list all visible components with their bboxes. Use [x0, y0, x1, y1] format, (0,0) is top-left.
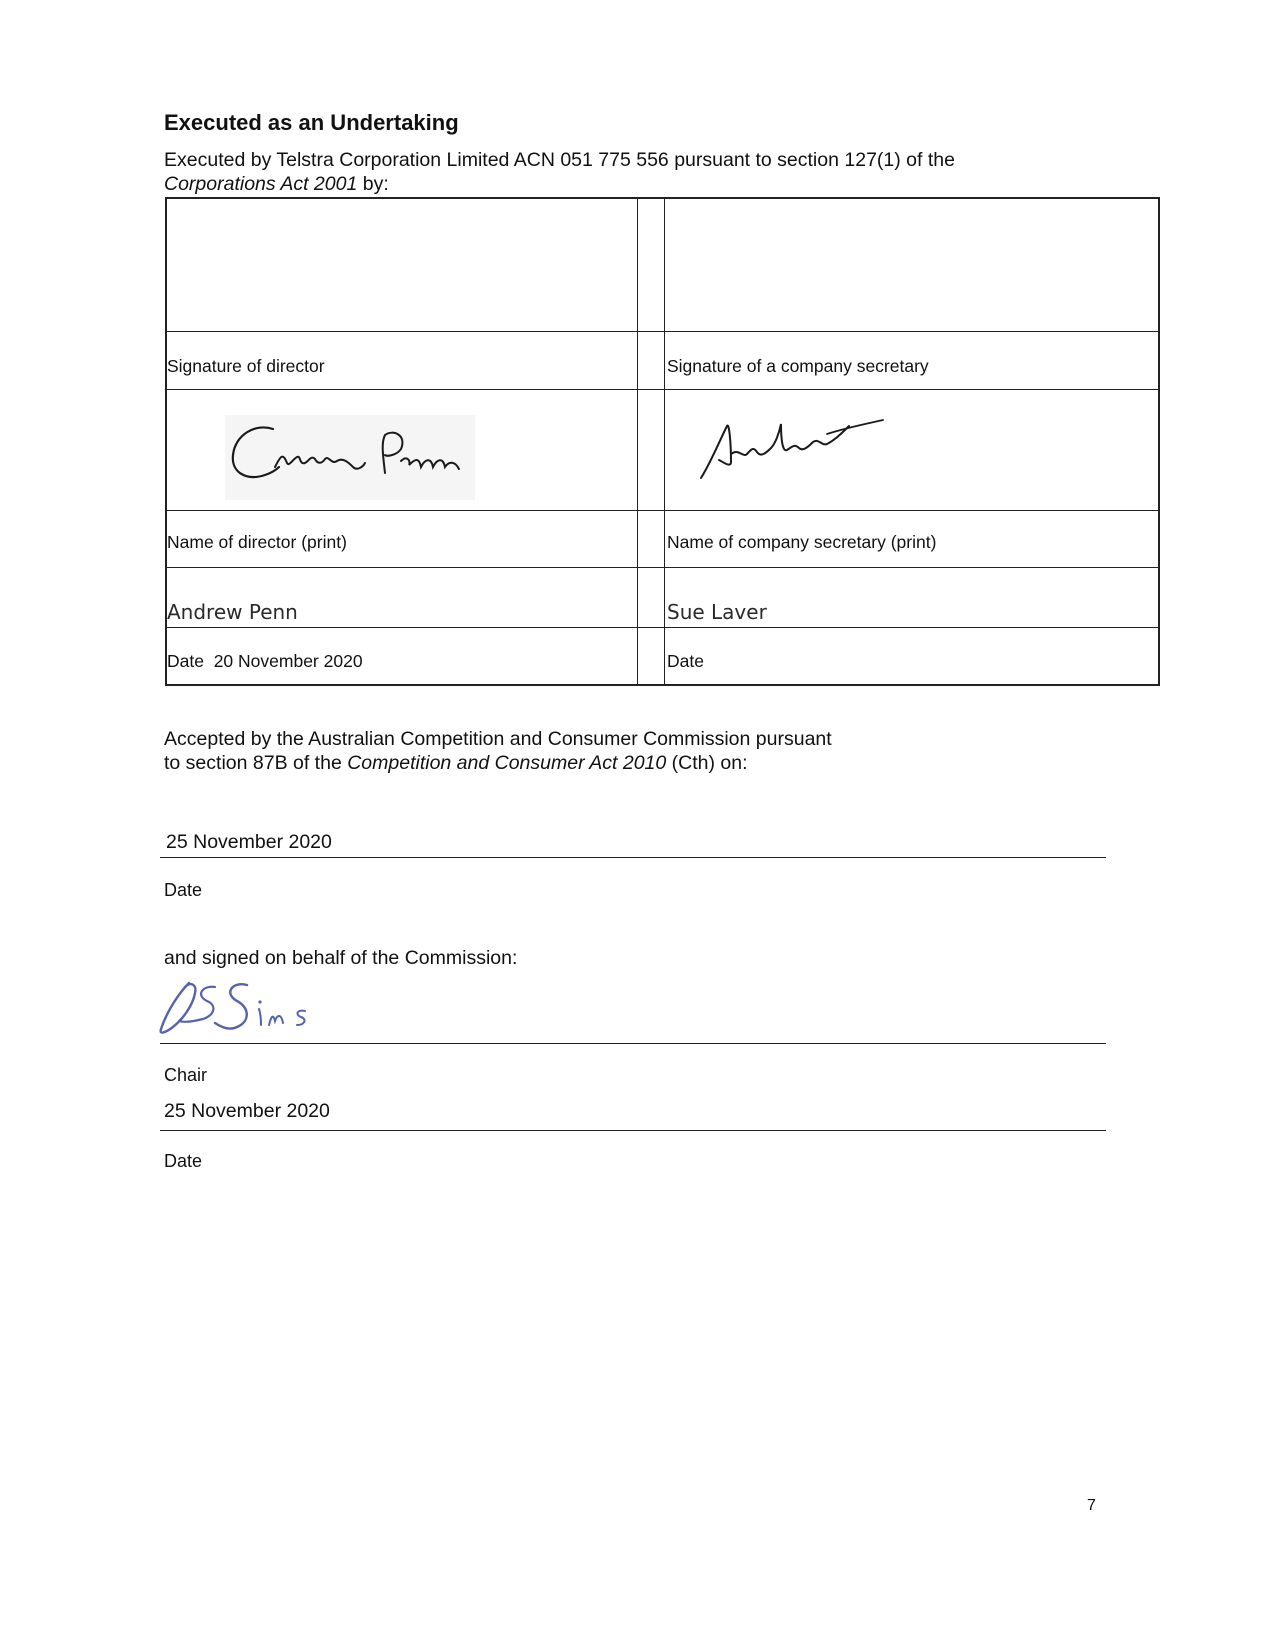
- table-row-line: [165, 389, 1159, 390]
- director-signature-label: Signature of director: [167, 356, 325, 376]
- acceptance-line-2-suffix: (Cth) on:: [666, 752, 748, 774]
- commission-signature-rule: [160, 1043, 1106, 1044]
- table-column-line: [664, 197, 665, 686]
- table-border-bottom: [165, 684, 1159, 686]
- acceptance-date-rule: [160, 857, 1106, 858]
- table-column-line: [637, 197, 638, 686]
- table-row-line: [165, 627, 1159, 628]
- commission-signer-label: Chair: [164, 1065, 208, 1085]
- commission-date-label: Date: [164, 1151, 203, 1171]
- commission-statement: and signed on behalf of the Commission:: [164, 947, 518, 969]
- acceptance-line-1: Accepted by the Australian Competition and Consumer Commission pursuant: [164, 728, 832, 750]
- intro-line-1: Executed by Telstra Corporation Limited ACN 051 775 556 pursuant to section 127(1) of the: [164, 149, 955, 171]
- acceptance-line-2-prefix: to section 87B of the: [164, 752, 348, 774]
- acceptance-paragraph: [164, 727, 832, 775]
- secretary-signature-label: Signature of a company secretary: [667, 356, 929, 376]
- commission-date-rule: [160, 1130, 1106, 1131]
- secretary-date-label: Date: [667, 651, 704, 671]
- director-name-label: Name of director (print): [167, 532, 347, 552]
- secretary-signature: [695, 412, 915, 492]
- table-row-line: [165, 510, 1159, 511]
- table-border-right: [1158, 197, 1160, 686]
- table-row-line: [165, 331, 1159, 332]
- acceptance-date-label: Date: [164, 880, 203, 900]
- commission-date-value: 25 November 2020: [164, 1100, 330, 1122]
- section-heading: Executed as an Undertaking: [164, 110, 459, 135]
- intro-line-2: [164, 172, 955, 196]
- commission-signature: [155, 975, 320, 1045]
- acceptance-line-2: [164, 751, 832, 775]
- intro-paragraph: [164, 148, 955, 196]
- acceptance-act-name: Competition and Consumer Act 2010: [347, 752, 667, 774]
- director-date-label: Date: [167, 651, 204, 671]
- acceptance-date-value: 25 November 2020: [166, 831, 332, 853]
- intro-act-name: Corporations Act 2001: [164, 173, 358, 195]
- secretary-name-value: Sue Laver: [667, 600, 767, 624]
- table-border-top: [165, 197, 1159, 199]
- director-name-value: Andrew Penn: [167, 600, 298, 624]
- page-number: 7: [1087, 1497, 1096, 1514]
- intro-line-2-suffix: by:: [357, 173, 389, 195]
- director-signature: [225, 415, 475, 500]
- table-row-line: [165, 567, 1159, 568]
- director-date-value: 20 November 2020: [213, 651, 363, 671]
- secretary-name-label: Name of company secretary (print): [667, 532, 937, 552]
- director-date-row: [167, 651, 363, 672]
